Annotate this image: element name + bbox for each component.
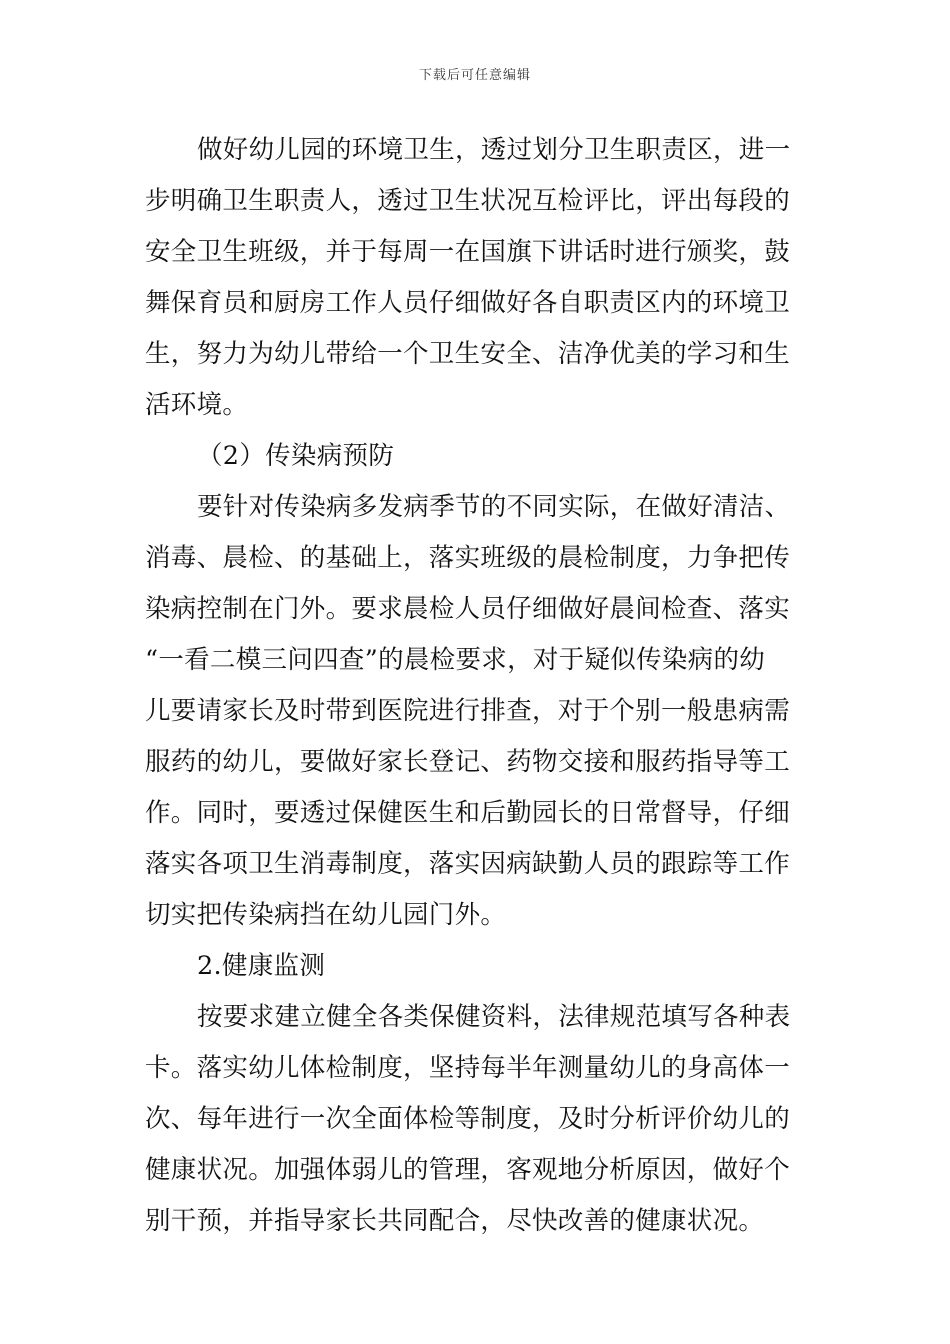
- text-line: 染病控制在门外。要求晨检人员仔细做好晨间检查、落实: [145, 594, 791, 624]
- text-line: “一看二模三问四查”的晨检要求，对于疑似传染病的幼: [145, 645, 766, 675]
- text-line: 消毒、晨检、的基础上，落实班级的晨检制度，力争把传: [145, 543, 791, 573]
- text-line: 别干预，并指导家长共同配合，尽快改善的健康状况。: [145, 1206, 765, 1236]
- text-line: 切实把传染病挡在幼儿园门外。: [145, 900, 507, 930]
- text-line: 要针对传染病多发病季节的不同实际，在做好清洁、: [197, 492, 791, 522]
- body-text: [145, 125, 807, 1247]
- text-line: 作。同时，要透过保健医生和后勤园长的日常督导，仔细: [145, 798, 791, 828]
- text-line: 活环境。: [145, 390, 249, 420]
- text-line: 服药的幼儿，要做好家长登记、药物交接和服药指导等工: [145, 747, 791, 777]
- text-line: 做好幼儿园的环境卫生，透过划分卫生职责区，进一: [197, 135, 791, 165]
- text-line: 舞保育员和厨房工作人员仔细做好各自职责区内的环境卫: [145, 288, 791, 318]
- text-line: 儿要请家长及时带到医院进行排查，对于个别一般患病需: [145, 696, 791, 726]
- text-line: 生，努力为幼儿带给一个卫生安全、洁净优美的学习和生: [145, 339, 791, 369]
- text-line: 安全卫生班级，并于每周一在国旗下讲话时进行颁奖，鼓: [145, 237, 791, 267]
- text-line: 按要求建立健全各类保健资料，法律规范填写各种表: [197, 1002, 791, 1032]
- text-line: 卡。落实幼儿体检制度，坚持每半年测量幼儿的身高体一: [145, 1053, 791, 1083]
- section-heading: 2.健康监测: [197, 951, 326, 981]
- text-line: 次、每年进行一次全面体检等制度，及时分析评价幼儿的: [145, 1104, 791, 1134]
- header-note: 下载后可任意编辑: [418, 68, 531, 83]
- text-line: 落实各项卫生消毒制度，落实因病缺勤人员的跟踪等工作: [145, 849, 791, 879]
- section-heading: （2）传染病预防: [197, 441, 395, 471]
- text-line: 步明确卫生职责人，透过卫生状况互检评比，评出每段的: [145, 186, 791, 216]
- text-line: 健康状况。加强体弱儿的管理，客观地分析原因，做好个: [145, 1155, 791, 1185]
